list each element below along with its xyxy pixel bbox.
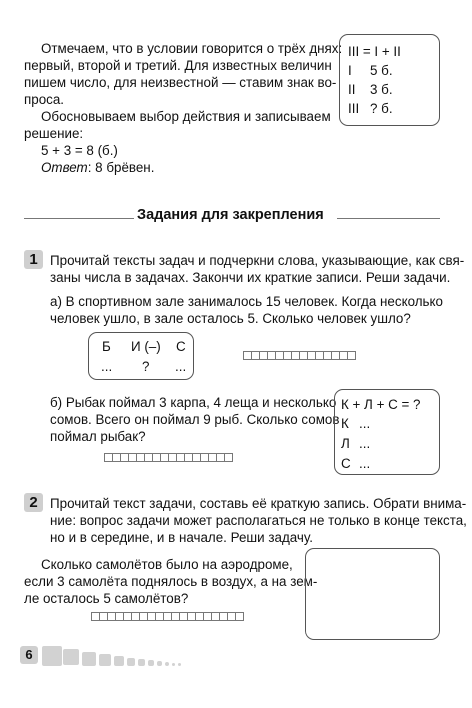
intro-line: Отмечаем, что в условии говорится о трёх днях: [41,41,343,56]
task-number: 2 [24,493,43,512]
intro-line: решение: [24,126,84,141]
task1a-text-line: а) В спортивном зале занималось 15 человек. Когда несколько [50,294,443,309]
task2-problem-line: Сколько самолётов было на аэродроме, [41,557,293,572]
answer-label: Ответ [41,160,88,175]
task1b-text-line: поймал рыбак? [50,429,146,444]
task2-instruction-line: ние: вопрос задачи может располагаться не только в конце текста, [50,513,467,528]
task2-problem-line: если 3 самолёта поднялось в воздух, а на зем- [24,574,318,589]
task2-instruction-line: Прочитай текст задачи, составь её краткую запись. Обрати внима- [50,496,467,511]
record-value: 5 б. [370,63,393,78]
record-value: ... [359,436,371,451]
answer-cells-2[interactable] [91,612,243,621]
heading-rule-left [24,218,134,219]
record-value-s: ... [175,359,187,374]
record-key: Л [341,436,350,451]
task1b-text-line: сомов. Всего он поймал 9 рыб. Сколько сомов [50,412,340,427]
record-value: ? б. [370,101,393,116]
record-value-b: ... [101,359,113,374]
task-number: 1 [24,250,43,269]
task2-record-box[interactable] [305,548,440,640]
record-header: III = I + II [348,44,401,59]
task2-problem-line: ле осталось 5 самолётов? [24,591,189,606]
record-key: С [341,456,351,471]
answer-line [41,159,154,176]
record-header-b: Б [102,339,111,354]
task1a-text-line: человек ушло, в зале осталось 5. Сколько человек ушло? [50,311,411,326]
record-key: I [348,63,352,78]
record-header-i: И (–) [131,339,161,354]
intro-line: проса. [24,92,65,107]
record-value: 3 б. [370,82,393,97]
heading-rule-right [337,218,440,219]
task1b-text-line: б) Рыбак поймал 3 карпа, 4 леща и несколько [50,395,337,410]
record-value: ... [359,456,371,471]
solution-line: 5 + 3 = 8 (б.) [41,143,118,158]
task1-instruction-line: Прочитай тексты задач и подчеркни слова, указывающие, как свя- [50,253,465,268]
answer-text: : 8 брёвен. [87,160,155,175]
section-title: Задания для закрепления [137,207,324,223]
answer-cells-1a[interactable] [243,351,355,360]
answer-cells-1b[interactable] [104,453,232,462]
record-value-i: ? [142,359,150,374]
record-header-s: С [176,339,186,354]
task2-instruction-line: но и в середине, и в начале. Реши задачу. [50,530,313,545]
record-key: К [341,416,349,431]
record-key: III [348,101,360,116]
record-key: II [348,82,356,97]
intro-line: пишем число, для неизвестной — ставим знак во- [24,75,337,90]
intro-line: первый, второй и третий. Для известных величин [24,58,332,73]
record-value: ... [359,416,371,431]
intro-line: Обосновываем выбор действия и записываем [41,109,331,124]
page-number: 6 [20,646,38,664]
record-header: К + Л + С = ? [341,397,421,412]
task1-instruction-line: заны числа в задачах. Закончи их краткие записи. Реши задачи. [50,270,451,285]
